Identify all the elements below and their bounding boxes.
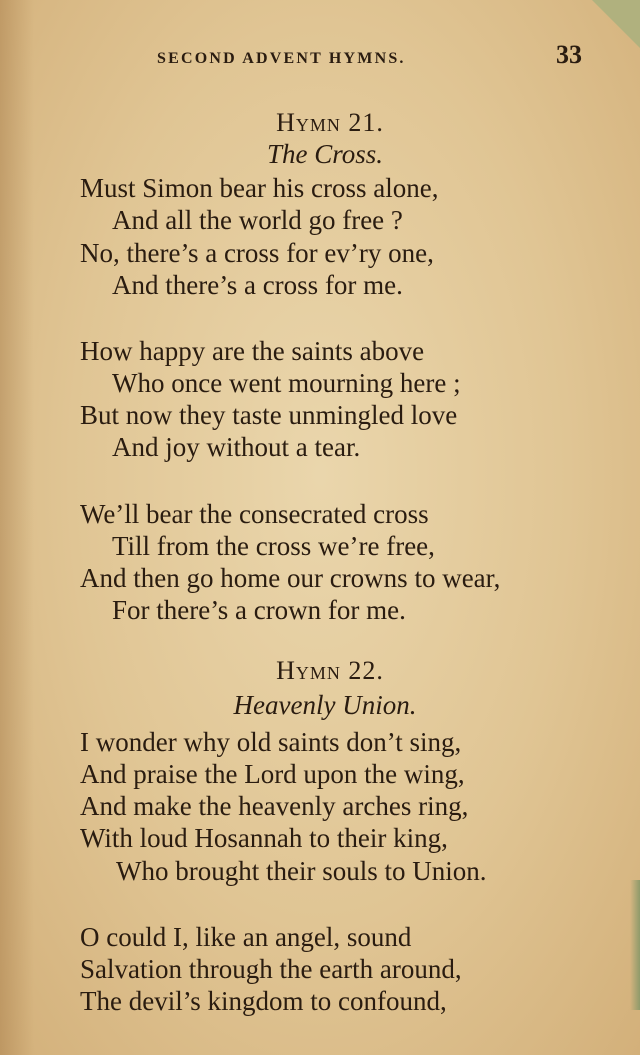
verse-line: O could I, like an angel, sound — [80, 922, 412, 952]
hymn-subtitle: Heavenly Union. — [233, 690, 417, 720]
verse-line: How happy are the saints above — [80, 336, 425, 366]
verse-line: Who once went mourning here ; — [112, 368, 461, 398]
verse-line: With loud Hosannah to their king, — [80, 823, 448, 853]
verse-line: And praise the Lord upon the wing, — [80, 759, 465, 789]
page-number: 33 — [556, 40, 582, 69]
verse-line: And there’s a cross for me. — [112, 270, 403, 300]
hymn-title: Hymn 22. — [276, 656, 384, 685]
verse-line: We’ll bear the consecrated cross — [80, 499, 429, 529]
hymn-subtitle: The Cross. — [266, 139, 384, 169]
verse-line: And make the heavenly arches ring, — [80, 791, 469, 821]
dog-eared-corner — [592, 0, 640, 48]
verse-line: And then go home our crowns to wear, — [80, 563, 501, 593]
hymn-title: Hymn 21. — [276, 108, 384, 137]
verse-line: I wonder why old saints don’t sing, — [80, 727, 462, 757]
verse-line: And all the world go free ? — [112, 205, 403, 235]
verse-line: And joy without a tear. — [112, 432, 361, 462]
verse-line: The devil’s kingdom to confound, — [80, 986, 447, 1016]
running-head: SECOND ADVENT HYMNS. — [157, 50, 406, 67]
page-edge-stain — [630, 880, 640, 1010]
verse-line: Salvation through the earth around, — [80, 954, 462, 984]
verse-line: Till from the cross we’re free, — [112, 531, 435, 561]
verse-line: Must Simon bear his cross alone, — [80, 173, 439, 203]
verse-line: But now they taste unmingled love — [80, 400, 458, 430]
verse-line: Who brought their souls to Union. — [116, 856, 487, 886]
verse-line: No, there’s a cross for ev’ry one, — [80, 238, 434, 268]
verse-line: For there’s a crown for me. — [112, 595, 406, 625]
